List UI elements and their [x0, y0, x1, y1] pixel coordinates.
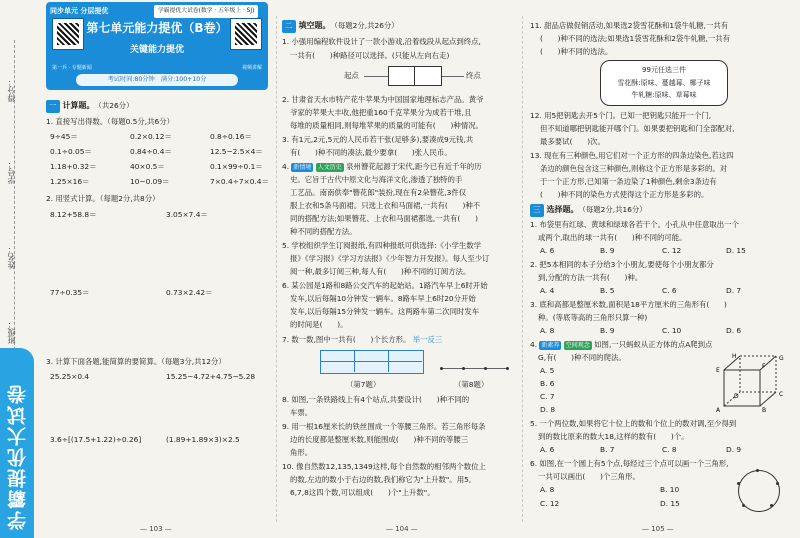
calc-item: 7×0.4÷7×0.4＝: [210, 177, 269, 186]
section-points: （共26分）: [94, 101, 134, 110]
question-text: 服上衣和5条马面裙。只选上衣和马面裙,一共有( )种不: [290, 201, 481, 210]
calc-item: 1.25×16＝: [50, 177, 90, 186]
brand-text: 学霸提优大试卷: [7, 383, 29, 530]
question-text: ( )种不同的选法;如果选1袋雪花酥和2袋牛轧糖,一共有: [540, 34, 730, 43]
calc-item: 0.1×99÷0.1＝: [210, 162, 263, 171]
question-text: 发车,以后每隔10分钟发一辆车。8路车早上6时20分开始: [290, 294, 476, 303]
path-box: [414, 66, 442, 86]
path-box: [388, 66, 416, 86]
question-4-line: [530, 339, 792, 352]
option-a[interactable]: A. 6: [540, 246, 555, 255]
brand-bar: [0, 348, 34, 538]
question-text: 5. 学校组织学生订阅报纸,有四种报纸可供选择:《小学生数学: [282, 241, 482, 250]
page-105: [530, 0, 792, 538]
cube-vertex-label: D: [734, 393, 739, 400]
page-number: — 104 —: [386, 524, 418, 533]
option-c[interactable]: C. 7: [540, 392, 555, 401]
option-a[interactable]: A. 6: [540, 445, 555, 454]
question-text: 同的搭配方法;如果簪花、上衣和马面裙都选,一共有( ): [290, 214, 478, 223]
question-text: 一共有( )种路径可以选择。(只能从左向右走): [290, 51, 450, 60]
figure-caption: （第7题）: [346, 380, 381, 389]
question-text: 于一个正方形,已知第一条边染了1种颜色,剩余3条边有: [540, 177, 717, 186]
question-text: 泉州簪花起源于宋代,距今已有近千年的历: [346, 162, 482, 171]
option-b[interactable]: B. 5: [600, 286, 615, 295]
question-text: 史。它旨于古代中原文化与海洋文化,渗透了独特的手: [290, 175, 463, 184]
calc-row: [46, 131, 272, 143]
question-text: 6. 某公园是1路和8路公交汽车的起始站。1路汽车早上6时开始: [282, 281, 488, 290]
promo-bubble: [600, 60, 728, 106]
circle-point: [776, 482, 779, 485]
question-text: 爷家的苹果大丰收,他把重160千克苹果分为成若干堆,且: [290, 108, 472, 117]
option-b[interactable]: B. 9: [600, 246, 615, 255]
unit-title: 第七单元能力提优（B卷）: [86, 21, 228, 35]
question-text: 到,分配的方法一共有( )种。: [538, 273, 643, 282]
question-text: ( )种不同的选法。: [540, 47, 613, 56]
circle-point: [737, 482, 740, 485]
question-text: 2. 甘肃省天水市特产花牛苹果为中国国家地理标志产品。黄爷: [282, 95, 484, 104]
topic-badge: 空间观念: [565, 342, 590, 349]
question-text: 但不知道哪把钥匙能开哪个门。如果要把钥匙和门全部配对,: [540, 124, 735, 133]
section-title: 选择题。: [546, 205, 579, 214]
option-c[interactable]: C. 8: [662, 445, 677, 454]
promo-line: 雪花酥:原味、蔓越莓、椰子味: [617, 78, 711, 87]
option-a[interactable]: A. 8: [540, 485, 555, 494]
calc-item: 1.18+0.32＝: [50, 162, 97, 171]
option-d[interactable]: D. 15: [726, 246, 746, 255]
rect-divider: [320, 361, 422, 362]
option-d[interactable]: D. 8: [540, 405, 556, 414]
option-b[interactable]: B. 6: [540, 379, 555, 388]
unit-subtitle: 关键能力提优: [129, 45, 184, 55]
question-number: 4.: [282, 162, 292, 171]
question-text: 13. 现在有三种颜色,用它们对一个正方形的四条边染色,若这四: [530, 151, 734, 160]
question-2: 2. 用竖式计算。（每题2分,共8分）: [46, 194, 160, 203]
cube-vertex-label: G: [779, 355, 784, 362]
cube-edge: [760, 392, 776, 406]
option-a[interactable]: A. 4: [540, 286, 555, 295]
question-text: 到的数比原来的数大18,这样的数有( )个。: [538, 432, 689, 441]
question-text: 8. 如图,一条铁路线上有4个站点,共要设计( )种不同的: [282, 395, 470, 404]
calc-item: 12.5−2.5×4＝: [210, 147, 263, 156]
path-start-label: 起点: [344, 71, 359, 80]
student-id-label: 学号：: [7, 160, 16, 184]
question-text: 6. 如图,在一个圆上有5个点,每经过三个点可以画一个三角形,: [530, 459, 729, 468]
calc-item: 0.84÷0.4＝: [130, 147, 172, 156]
circle-point: [756, 469, 759, 472]
column-divider: [276, 16, 277, 522]
question-text: 阅一种,最多订阅三种,每人有( )种不同的订阅方法。: [290, 267, 471, 276]
cube-vertex-label: B: [762, 407, 767, 414]
option-c[interactable]: C. 10: [662, 326, 682, 335]
question-4-line: [282, 161, 518, 174]
question-text: 条边的颜色包含这三种颜色,则称这个正方形是多彩的。对: [540, 164, 728, 173]
topic-badge: 人文历史: [317, 164, 342, 171]
question-text: 一共可以画出( )个三角形。: [538, 472, 640, 481]
option-d[interactable]: D. 6: [726, 326, 742, 335]
question-text: 工艺品。南南供奉"簪花郎"装扮,现在有2朵簪花,3件仅: [290, 188, 467, 197]
question-text: 的数,左边的数小于右边的数,我们称它为"上升数"。用5,: [290, 475, 472, 484]
path-end-label: 终点: [466, 71, 481, 80]
column-divider: [522, 16, 523, 522]
section-title: 填空题。: [298, 21, 331, 30]
railway-line: [440, 368, 508, 369]
cube-vertex-label: H: [732, 353, 737, 360]
question-text: 5. 一个两位数,如果将它十位上的数和个位上的数对调,至少得到: [530, 419, 737, 428]
cube-figure: [716, 352, 790, 414]
vertical-calc: 3.05×7.4＝: [166, 210, 208, 219]
section-title: 计算题。: [62, 101, 95, 110]
station-point: [462, 367, 465, 370]
question-text: 1. 布袋里有红球、黄球和绿球各若干个。小孔从中任意取出一个: [530, 220, 739, 229]
simplify-calc: 15.25−4.72+4.75−5.28: [166, 372, 256, 381]
simplify-calc: (1.89+1.89×3)×2.5: [166, 435, 240, 444]
question-text: 角形。: [290, 448, 313, 457]
section-1-heading: [46, 100, 272, 113]
question-text: 的时间是( )。: [290, 320, 348, 329]
question-text: 最多要试( )次。: [540, 137, 605, 146]
score-label: 得分：: [7, 78, 16, 102]
unit-banner: [46, 2, 268, 90]
question-text: 2. 把5本相同的本子分给3个小朋友,要使每个小朋友都分: [530, 260, 714, 269]
question-text: 边的长度都是整厘米数,则能围成( )种不同的等腰三: [290, 435, 469, 444]
figure-caption: （第8题）: [454, 380, 489, 389]
banner-tag: 同步单元 分层提优: [50, 7, 109, 15]
circle-point: [770, 504, 773, 507]
question-1: 1. 直接写出得数。（每题0.5分,共6分）: [46, 117, 174, 126]
calc-row: [46, 176, 272, 188]
section-points: （每题2分,共26分）: [330, 21, 399, 30]
vertical-calc: 8.12+58.8＝: [50, 210, 97, 219]
cube-front-face: [724, 370, 760, 406]
question-text: 或两个,取出的球一共有( )种不同的可能。: [538, 233, 687, 242]
qr-left-caption: 第一兵 · 专题新闻: [52, 65, 92, 71]
option-b[interactable]: B. 7: [600, 445, 615, 454]
cube-vertex-label: F: [762, 363, 766, 370]
cube-vertex-label: A: [716, 407, 721, 414]
option-c[interactable]: C. 6: [662, 286, 677, 295]
option-c[interactable]: C. 12: [662, 246, 682, 255]
section-3-heading: [530, 204, 792, 217]
option-a[interactable]: A. 8: [540, 326, 555, 335]
question-text: 发车,以后每隔15分钟发一辆车。这两路车第二次同时发车: [290, 307, 480, 316]
binding-spine: [0, 0, 36, 538]
question-text: 车票。: [290, 408, 313, 417]
simplify-calc: 25.25×0.4: [50, 372, 90, 381]
cube-back-face: [740, 356, 776, 392]
context-badge: 新情境: [293, 164, 312, 171]
page-number: — 103 —: [140, 524, 172, 533]
option-c[interactable]: C. 12: [540, 499, 560, 508]
calc-row: [46, 161, 272, 173]
option-b[interactable]: B. 9: [600, 326, 615, 335]
question-text: 每堆的质量相同,则每堆苹果的质量的可能有( )种情况。: [290, 121, 483, 130]
page-104: [282, 0, 518, 538]
calc-item: 40×0.5＝: [130, 162, 165, 171]
station-point: [440, 367, 443, 370]
calc-item: 9÷45＝: [50, 132, 78, 141]
section-number: 二: [282, 20, 296, 33]
question-text: 10. 像自然数12,135,1349这样,每个自然数的相邻两个数位上: [282, 462, 486, 471]
path-line: [364, 76, 388, 77]
literacy-badge: 新素养: [541, 342, 560, 349]
practice-link[interactable]: 举一反三: [412, 335, 443, 344]
calc-item: 0.2×0.12＝: [130, 132, 172, 141]
question-text: 3. 有1元,2元,5元的人民币若干张(足够多),要凑成9元钱,共: [282, 135, 474, 144]
name-label: 姓名：: [7, 245, 16, 269]
question-7: [282, 334, 518, 347]
station-point: [484, 367, 487, 370]
vertical-calc: 77÷0.35＝: [50, 288, 90, 297]
cube-vertex-label: C: [779, 391, 784, 398]
calc-item: 0.1÷0.05＝: [50, 147, 92, 156]
qr-right-caption: 视频讲解: [241, 65, 262, 71]
question-text: 如图,一只蚂蚁从正方体的点A爬到点: [594, 340, 713, 349]
calc-item: 10−0.09＝: [130, 177, 170, 186]
option-d[interactable]: D. 9: [726, 445, 742, 454]
question-3: 3. 计算下面各题,能简算的要简算。（每题3分,共12分）: [46, 357, 226, 366]
question-text: 有( )种不同的凑法,最少要拿( )张人民币。: [290, 148, 452, 157]
question-text: 报》《学习报》《学习方法报》《少年智力开发报》。每人至少订: [290, 254, 490, 263]
option-a[interactable]: A. 5: [540, 366, 555, 375]
question-text: 1. 小强用编程软件设计了一款小游戏,沿着线段从起点到终点,: [282, 37, 481, 46]
promo-title: 99元任选三件: [642, 66, 686, 74]
question-text: ( )种不同的染色方式使得这个正方形是多彩的。: [540, 190, 709, 199]
station-point: [506, 367, 509, 370]
circle-point: [742, 504, 745, 507]
question-text: 3. 底和高都是整厘米数,面积是18平方厘米的三角形有( ): [530, 300, 727, 309]
question-text: 种。(等底等高的三角形只算一种): [538, 313, 648, 322]
question-text: 6,7,8这四个数,可以组成( )个"上升数"。: [290, 488, 435, 497]
vertical-calc: 0.73×2.42＝: [166, 288, 213, 297]
calc-row: [46, 146, 272, 158]
question-number: 4.: [530, 340, 540, 349]
question-text: 种不同的搭配方法。: [290, 227, 357, 236]
section-number: 一: [46, 100, 60, 113]
page-number: — 105 —: [642, 524, 674, 533]
calc-item: 0.8÷0.16＝: [210, 132, 252, 141]
path-line: [442, 76, 464, 77]
exam-meta: 考试时间:80分钟 满分:100+10分: [76, 74, 238, 86]
question-text: 7. 数一数,图中一共有( )个长方形。: [282, 335, 411, 344]
option-b[interactable]: B. 10: [660, 485, 680, 494]
promo-line: 牛轧糖:原味、草莓味: [631, 91, 697, 99]
section-2-heading: [282, 20, 518, 33]
class-label: 班级：: [7, 320, 16, 344]
question-text: G,有( )种不同的爬法。: [538, 353, 626, 362]
question-text: 11. 甜品店做促销活动,如果选2袋雪花酥和1袋牛轧糖,一共有: [530, 21, 729, 30]
rectangle-figure: [320, 350, 424, 374]
series-label: 学霸提优大试卷(数学 · 五年级上 · SJ): [154, 5, 258, 18]
section-number: 三: [530, 204, 544, 217]
question-text: 9. 用一根16厘米长的铁丝围成一个等腰三角形。若三角形每条: [282, 422, 486, 431]
option-d[interactable]: D. 15: [660, 499, 680, 508]
question-text: 12. 用5把钥匙去开5个门。已知一把钥匙只能开一个门,: [530, 111, 712, 120]
page-103: [40, 0, 272, 538]
option-d[interactable]: D. 7: [726, 286, 742, 295]
simplify-calc: 3.6÷[(17.5+1.22)÷0.26]: [50, 435, 142, 444]
cube-vertex-label: E: [716, 367, 720, 374]
section-points: （每题2分,共16分）: [578, 205, 647, 214]
